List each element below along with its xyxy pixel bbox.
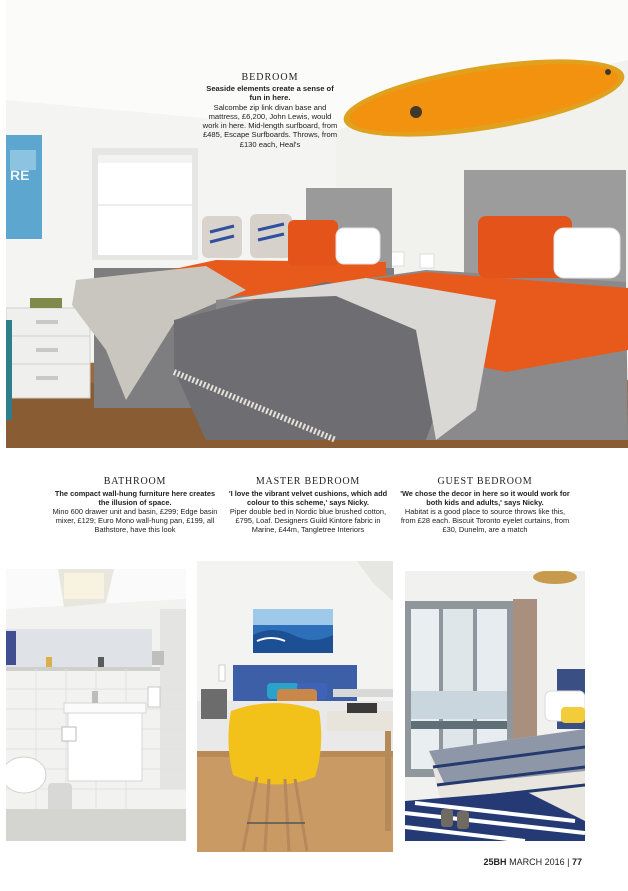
guest-bedroom-caption [400, 476, 570, 534]
bathroom-caption [50, 476, 220, 534]
bedroom-caption-title: BEDROOM [241, 72, 299, 83]
master-caption-title: MASTER BEDROOM [255, 476, 361, 487]
bathroom-caption-title: BATHROOM [103, 476, 167, 487]
bathroom-illustration [6, 569, 186, 841]
master-caption-lead: 'I love the vibrant velvet cushions, which add colour to this scheme,' says Nicky. [228, 489, 388, 508]
master-bedroom-caption [223, 476, 393, 534]
bedroom-caption-body: Salcombe zip link divan base and mattress, £6,200, John Lewis, would work in here. Mid-length surfboard, from £485, Escape Surfboards. Throws, from £130 each, Heal's [202, 102, 338, 149]
captions-row [50, 476, 585, 546]
bathroom-caption-body: Mino 600 drawer unit and basin, £299; Edge basin mixer, £129; Euro Mono wall-hung pan, £199, all Bathstore, have this look [52, 507, 218, 535]
bathroom-photo [6, 569, 186, 841]
footer-issue: MARCH 2016 [509, 857, 565, 867]
guest-caption-body: Habitat is a good place to source throws like this, from £28 each. Biscuit Toronto eyelet curtains, from £30, Dunelm, are a match [400, 507, 570, 535]
bathroom-caption-lead: The compact wall-hung furniture here creates the illusion of space. [54, 489, 216, 508]
bedroom-caption [200, 72, 340, 149]
guest-bedroom-photo [405, 571, 585, 841]
footer-divider: | [567, 857, 570, 867]
master-bedroom-illustration [197, 561, 393, 852]
page-number: 77 [571, 857, 582, 867]
poster-text: RE [10, 167, 30, 183]
window [92, 148, 198, 260]
blue-poster [6, 135, 42, 239]
page-footer [484, 857, 582, 867]
master-caption-body: Piper double bed in Nordic blue brushed cotton, £795, Loaf. Designers Guild Kintore fabric in Marine, £44m, Tangletree Interiors [229, 507, 387, 535]
footer-magazine: 25BH [483, 857, 507, 867]
bedroom-illustration [6, 0, 628, 448]
seascape-painting [253, 609, 333, 653]
guest-bedroom-illustration [405, 571, 585, 841]
guest-caption-title: GUEST BEDROOM [437, 476, 533, 487]
hero-photo-bedroom [6, 0, 628, 448]
guest-caption-lead: 'We chose the decor in here so it would work for both kids and adults,' says Nicky. [400, 489, 570, 508]
master-bedroom-photo [197, 561, 393, 852]
bedroom-caption-lead: Seaside elements create a sense of fun in here. [206, 84, 334, 103]
